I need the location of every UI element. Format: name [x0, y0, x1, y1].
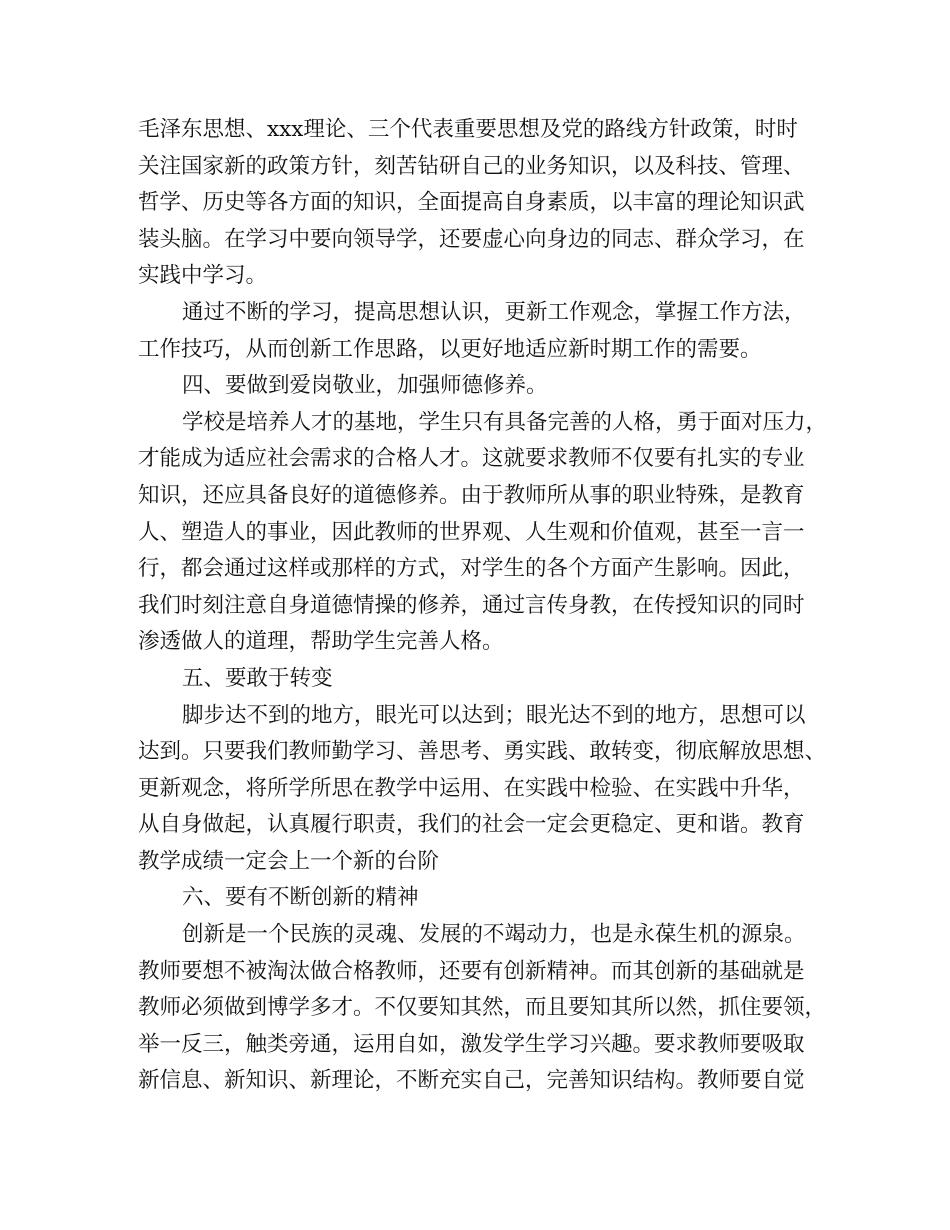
text-line: 才能成为适应社会需求的合格人才。这就要求教师不仅要有扎实的专业 — [138, 446, 805, 472]
text-line: 行，都会通过这样或那样的方式，对学生的各个方面产生影响。因此， — [138, 556, 805, 582]
text-line: 举一反三，触类旁通，运用自如，激发学生学习兴趣。要求教师要吸取 — [138, 1031, 805, 1057]
text-line: 我们时刻注意自身道德情操的修养，通过言传身教，在传授知识的同时 — [138, 592, 805, 618]
text-line: 教师必须做到博学多才。不仅要知其然，而且要知其所以然，抓住要领， — [138, 995, 827, 1021]
text-line: 新信息、新知识、新理论，不断充实自己，完善知识结构。教师要自觉 — [138, 1068, 805, 1094]
text-line: 毛泽东思想、xxx理论、三个代表重要思想及党的路线方针政策，时时 — [138, 117, 798, 142]
text-line: 达到。只要我们教师勤学习、善思考、勇实践、敢转变，彻底解放思想、 — [138, 739, 827, 765]
text-line: 学校是培养人才的基地，学生只有具备完善的人格，勇于面对压力， — [182, 409, 828, 435]
text-line: 教学成绩一定会上一个新的台阶 — [138, 848, 440, 874]
section-heading: 四、要做到爱岗敬业，加强师德修养。 — [182, 373, 548, 399]
text-line: 人、塑造人的事业，因此教师的世界观、人生观和价值观，甚至一言一 — [138, 519, 805, 545]
section-heading: 六、要有不断创新的精神 — [182, 885, 419, 911]
text-line: 渗透做人的道理，帮助学生完善人格。 — [138, 629, 504, 655]
text-line: 通过不断的学习，提高思想认识，更新工作观念，掌握工作方法， — [182, 299, 806, 325]
document-page — [138, 112, 828, 1100]
section-heading: 五、要敢于转变 — [182, 665, 333, 691]
text-line: 实践中学习。 — [138, 263, 268, 289]
text-line: 哲学、历史等各方面的知识，全面提高自身素质，以丰富的理论知识武 — [138, 190, 805, 216]
text-line: 创新是一个民族的灵魂、发展的不竭动力，也是永葆生机的源泉。 — [182, 922, 806, 948]
text-line: 脚步达不到的地方，眼光可以达到；眼光达不到的地方，思想可以 — [182, 702, 806, 728]
text-line: 装头脑。在学习中要向领导学，还要虚心向身边的同志、群众学习，在 — [138, 226, 805, 252]
text-line: 教师要想不被淘汰做合格教师，还要有创新精神。而其创新的基础就是 — [138, 958, 805, 984]
text-line: 从自身做起，认真履行职责，我们的社会一定会更稳定、更和谐。教育 — [138, 812, 805, 838]
text-line: 知识，还应具备良好的道德修养。由于教师所从事的职业特殊，是教育 — [138, 482, 805, 508]
text-line: 更新观念，将所学所思在教学中运用、在实践中检验、在实践中升华， — [138, 775, 805, 801]
text-line: 关注国家新的政策方针，刻苦钻研自己的业务知识，以及科技、管理、 — [138, 153, 805, 179]
text-line: 工作技巧，从而创新工作思路，以更好地适应新时期工作的需要。 — [138, 336, 762, 362]
